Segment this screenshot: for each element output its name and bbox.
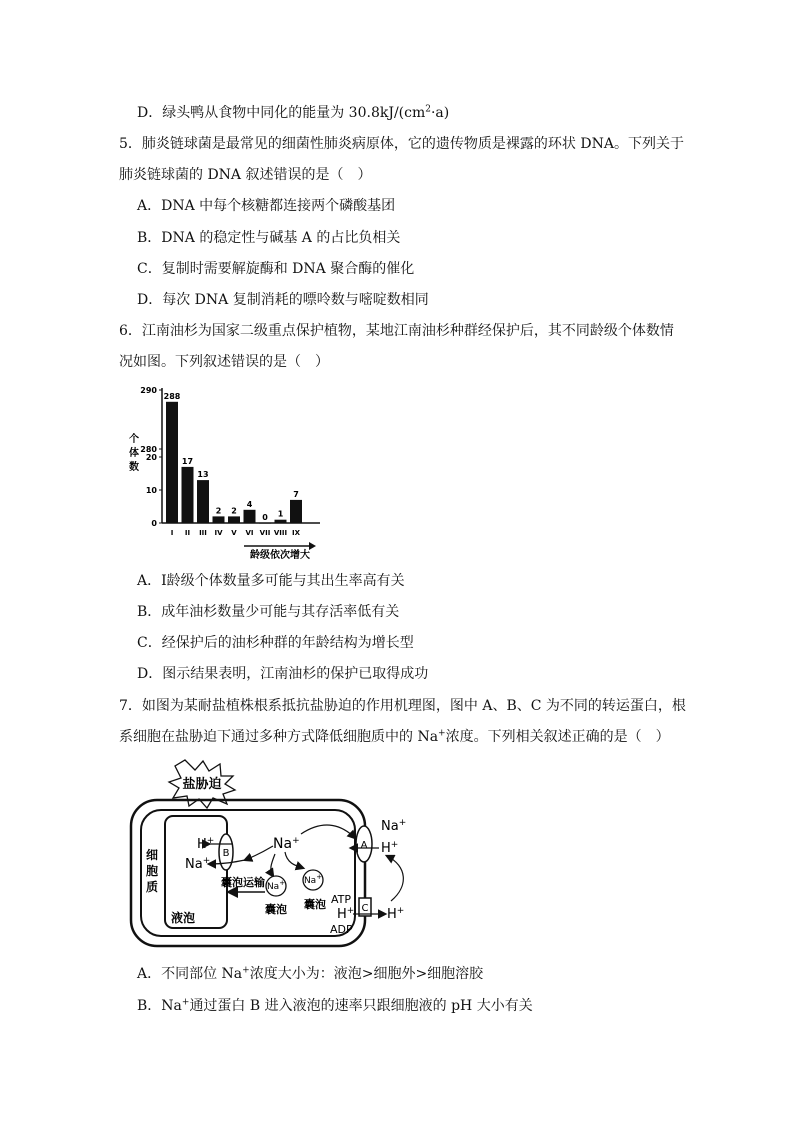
vesicle-2-label: 囊泡 [304,898,326,911]
cytosol-na-plus: Na+ [273,836,300,852]
q6-option-a: A．Ⅰ龄级个体数量多可能与其出生率高有关 [137,573,405,589]
bar-III [197,480,209,523]
outside-h-plus-a: H+ [381,840,399,856]
q5-option-a: A．DNA 中每个核糖都连接两个磷酸基团 [137,198,396,214]
q5-option-d: D．每次 DNA 复制消耗的嘌呤数与嘧啶数相同 [137,292,429,308]
chart-ylabel-char3: 数 [129,462,139,473]
q6-option-c: C．经保护后的油杉种群的年龄结构为增长型 [137,635,414,651]
y-tick-label-280: 280 [140,445,157,454]
vesicle-1-label: 囊泡 [265,903,287,916]
adp-label: ADP [330,923,353,936]
category-label-V: V [231,529,237,537]
value-label-IX: 7 [293,489,299,499]
value-label-V: 2 [231,506,237,516]
age-class-bar-chart [120,380,340,565]
value-label-VI: 4 [246,499,253,509]
q5-option-c: C．复制时需要解旋酶和 DNA 聚合酶的催化 [137,261,415,277]
xlabel-arrow [244,542,316,550]
category-label-VIII: VIII [273,529,288,537]
bar-I [166,402,178,523]
atp-label: ATP [331,893,352,906]
q6-stem-line1: 6．江南油杉为国家二级重点保护植物，某地江南油杉种群经保护后，其不同龄级个体数情 [119,323,674,339]
value-label-IV: 2 [215,506,222,516]
vesicle-transport-label: 囊泡运输 [221,876,265,889]
y-tick-label-290: 290 [140,386,157,395]
q5-stem-line1: 5．肺炎链球菌是最常见的细菌性肺炎病原体，它的遗传物质是裸露的环状 DNA。下列关于 [119,136,684,152]
q5-stem-line2: 肺炎链球菌的 DNA 叙述错误的是（ ） [119,167,372,183]
salt-stress-label: 盐胁迫 [182,777,222,792]
svg-text:Na+: Na+ [266,879,286,892]
category-label-IX: IX [291,529,301,537]
value-label-III: 13 [197,470,209,480]
q6-stem-line2: 况如图。下列叙述错误的是（ ） [119,354,329,370]
value-label-I: 288 [163,391,181,401]
q5-option-b: B．DNA 的稳定性与碱基 A 的占比负相关 [137,230,401,246]
q6-option-b: B．成年油杉数量少可能与其存活率低有关 [137,604,400,620]
q7-stem-line1: 7．如图为某耐盐植株根系抵抗盐胁迫的作用机理图，图中 A、B、C 为不同的转运蛋白，根 [119,698,686,714]
value-label-VIII: 1 [277,509,284,519]
chart-ylabel-char2: 体 [129,448,139,459]
category-label-VI: VI [245,529,254,537]
salt-stress-mechanism-diagram [125,756,415,956]
y-tick-label-0: 0 [151,519,157,528]
q7-stem-line2: 系细胞在盐胁迫下通过多种方式降低细胞质中的 Na+浓度。下列相关叙述正确的是（ ） [119,728,670,745]
vacuole-na-plus: Na+ [185,856,211,872]
protein-a-label: A [360,840,368,851]
cytoplasm-label-char3: 质 [145,880,159,894]
vacuole-label: 液泡 [170,911,196,925]
bar-II [182,467,194,523]
bar-VIII [275,520,287,523]
q4-option-d: D．绿头鸭从食物中同化的能量为 $30.8kJ/(cm^2\cdot a)$ [137,104,450,121]
y-tick-label-20: 20 [145,453,157,462]
bar-VII [259,523,271,524]
outside-h-plus-c: H+ [387,906,405,922]
vacuole-h-plus: H+ [197,836,215,852]
value-label-II: 17 [181,456,194,466]
category-label-IV: IV [214,529,223,537]
outside-na-plus: Na+ [381,818,407,834]
chart-ylabel-char1: 个 [129,434,139,445]
cytoplasm-label-char1: 细 [145,848,159,862]
bar-VI [244,510,256,523]
category-label-VII: VII [259,529,271,537]
bar-IX [290,500,302,523]
q7-option-a: A．不同部位 Na+浓度大小为：液泡>细胞外>细胞溶胶 [137,965,484,982]
protein-c-label: C [361,903,369,914]
bar-V [228,516,240,523]
bar-IV [213,516,225,523]
q7-option-b: B．Na+通过蛋白 B 进入液泡的速率只跟细胞液的 pH 大小有关 [137,997,533,1014]
value-label-VII: 0 [262,513,268,522]
category-label-II: II [184,529,191,537]
protein-b-label: B [222,848,230,859]
category-label-I: I [170,529,174,537]
cytoplasm-label-char2: 胞 [145,864,159,878]
svg-text:Na+: Na+ [303,873,323,886]
q6-option-d: D．图示结果表明，江南油杉的保护已取得成功 [137,666,429,682]
inside-h-plus: H+ [337,906,355,922]
chart-xlabel: 龄级依次增大 [250,550,310,561]
y-tick-label-10: 10 [145,486,157,495]
category-label-III: III [199,529,207,537]
